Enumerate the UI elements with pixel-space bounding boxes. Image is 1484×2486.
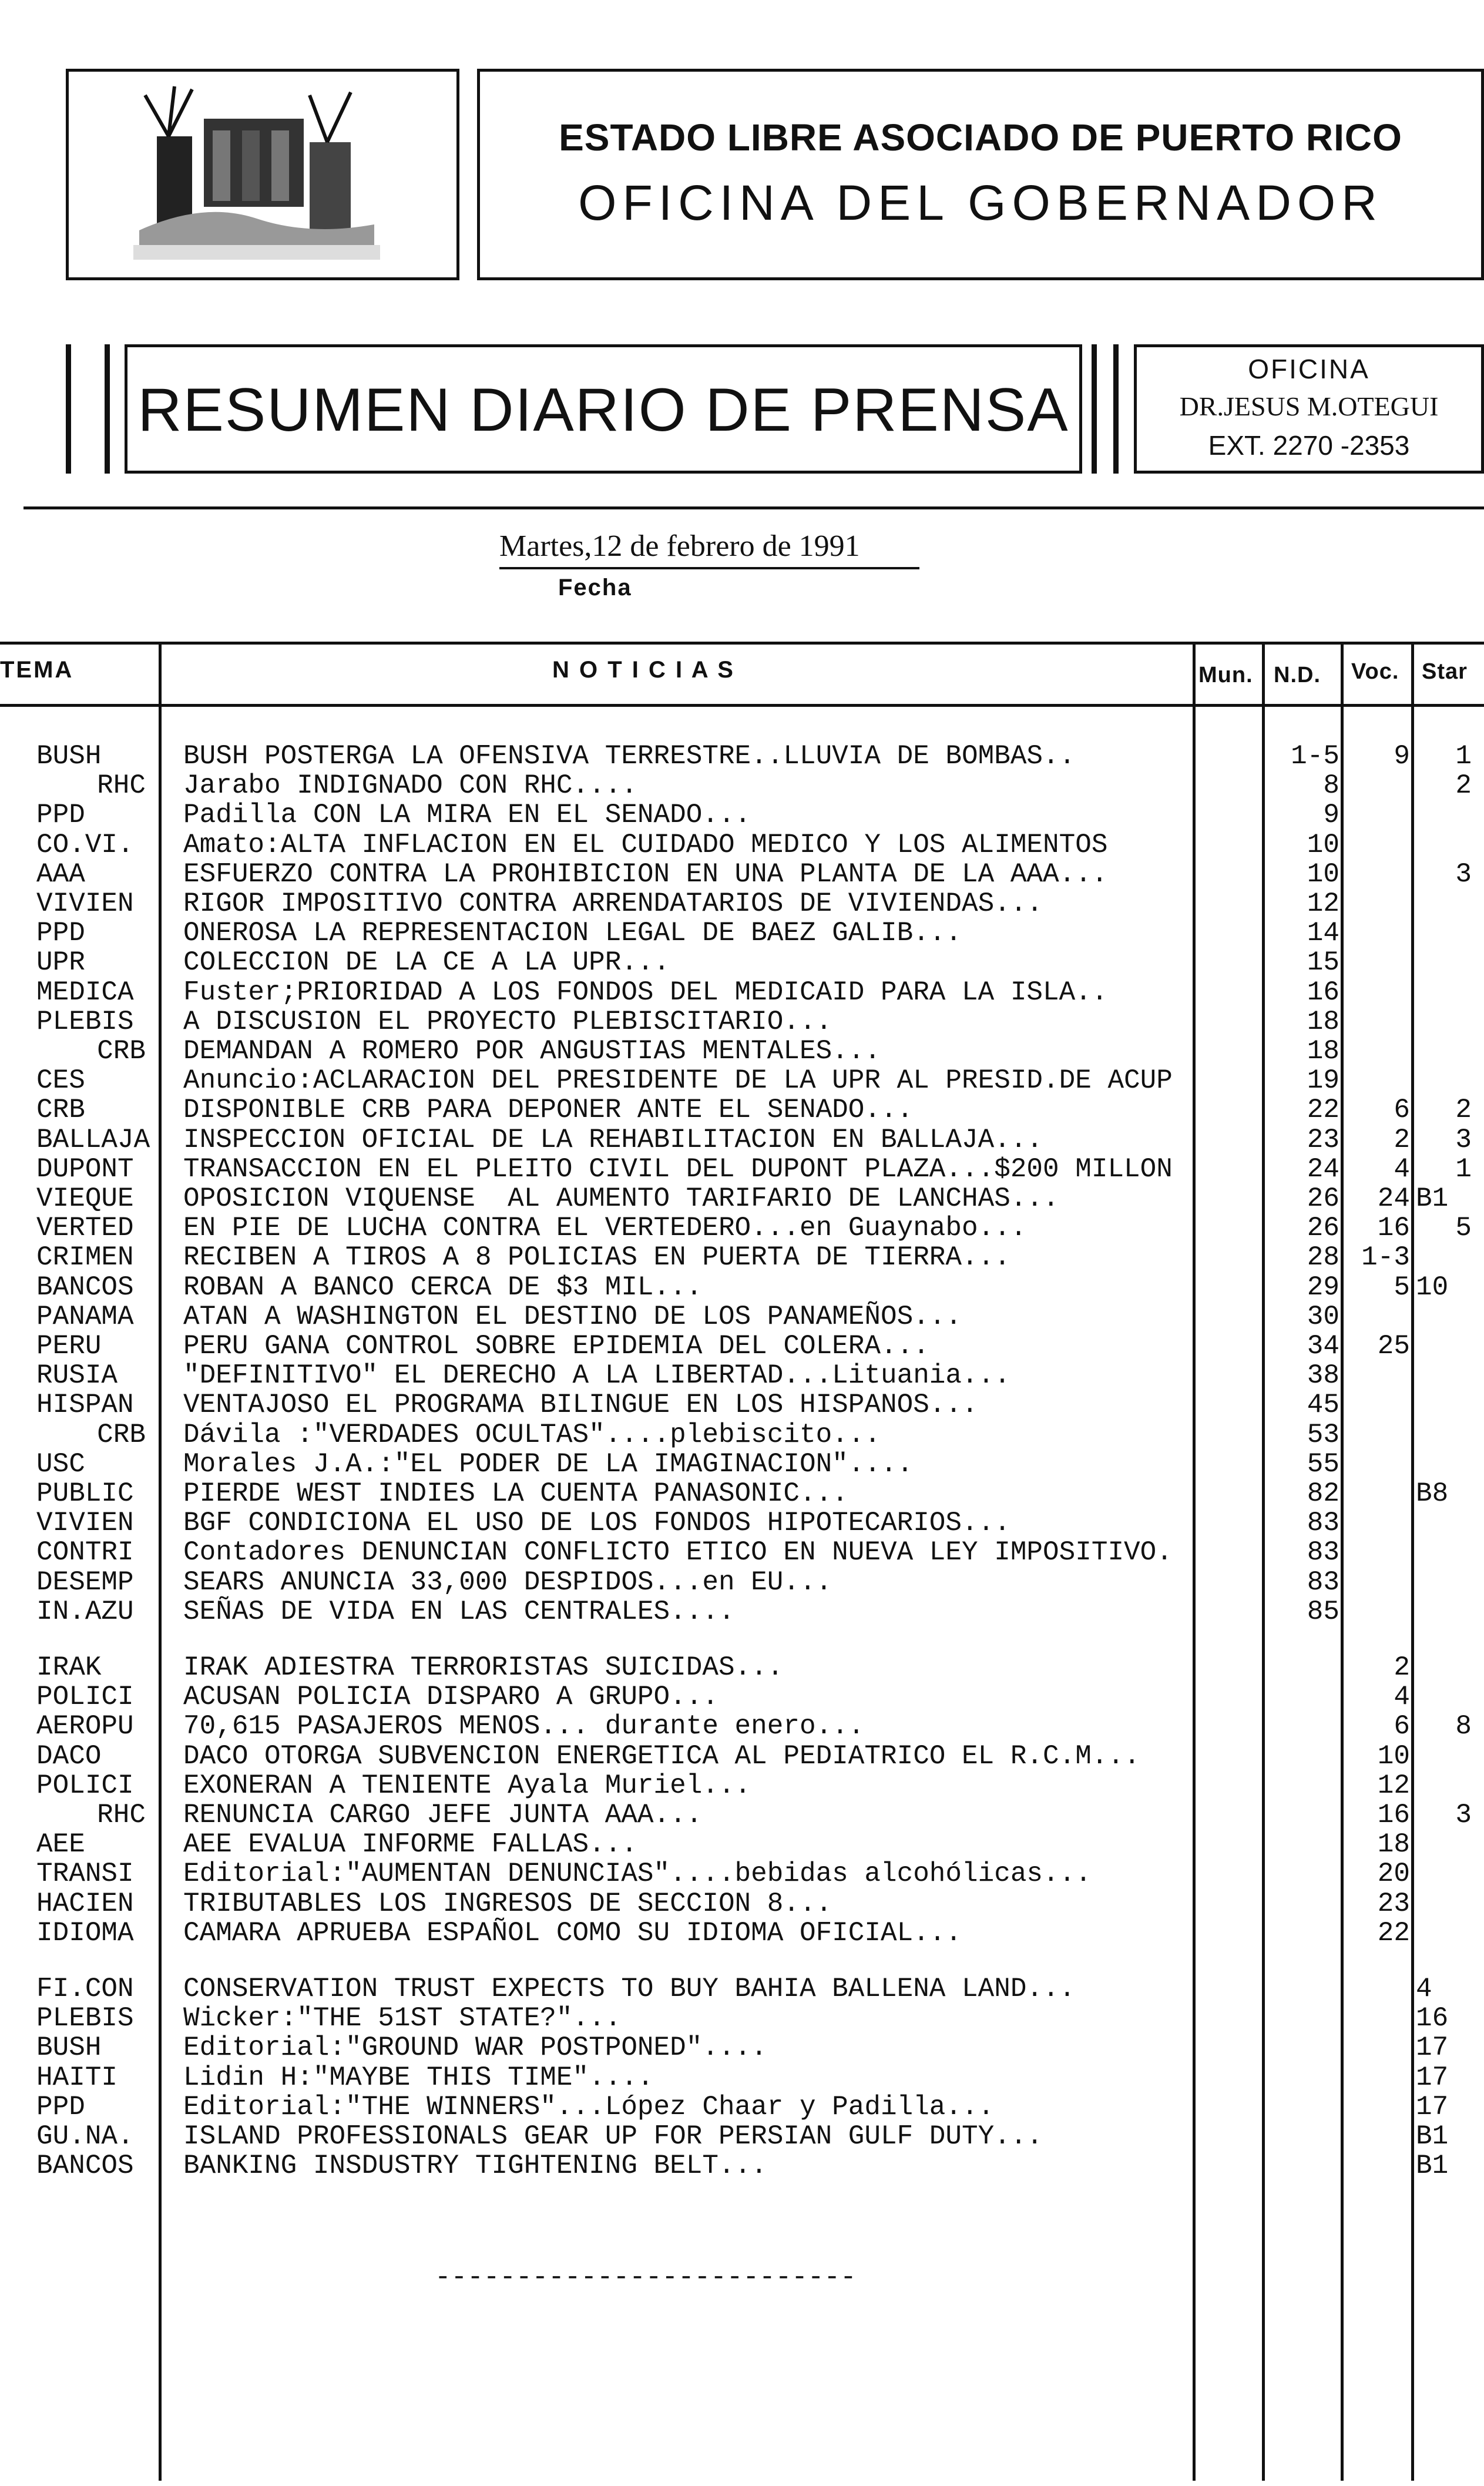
row-star: 2 (1455, 1095, 1472, 1126)
row-news: OPOSICION VIQUENSE AL AUMENTO TARIFARIO DE LANCHAS... (183, 1183, 1059, 1214)
row-news: RIGOR IMPOSITIVO CONTRA ARRENDATARIOS DE VIVIENDAS... (183, 888, 1043, 919)
row-voc: 23 (1377, 1888, 1410, 1919)
row-tema: CRB (97, 1036, 146, 1066)
row-star: 8 (1455, 1711, 1472, 1742)
row-star: 17 (1416, 2091, 1449, 2122)
row-news: Editorial:"AUMENTAN DENUNCIAS"....bebidas alcohólicas... (183, 1858, 1092, 1890)
row-voc: 10 (1377, 1740, 1410, 1772)
office-extension: EXT. 2270 -2353 (1208, 430, 1410, 461)
row-tema: CRB (36, 1095, 85, 1126)
row-tema: PLEBIS (36, 2003, 134, 2034)
row-tema: PPD (36, 2091, 85, 2122)
row-tema: AEROPU (36, 1711, 134, 1742)
row-tema: PANAMA (36, 1301, 134, 1332)
column-divider-noticias (1193, 642, 1196, 2481)
row-news: Jarabo INDIGNADO CON RHC.... (183, 770, 637, 801)
row-news: VENTAJOSO EL PROGRAMA BILINGUE EN LOS HISPANOS... (183, 1390, 978, 1421)
row-nd: 28 (1307, 1242, 1339, 1273)
row-news: RECIBEN A TIROS A 8 POLICIAS EN PUERTA DE TIERRA... (183, 1242, 1010, 1273)
agency-line2: OFICINA DEL GOBERNADOR (578, 175, 1383, 230)
row-news: Editorial:"THE WINNERS"...López Chaar y Padilla... (183, 2091, 995, 2122)
row-news: ROBAN A BANCO CERCA DE $3 MIL... (183, 1271, 703, 1303)
row-news: CAMARA APRUEBA ESPAÑOL COMO SU IDIOMA OFICIAL... (183, 1917, 962, 1948)
row-news: BGF CONDICIONA EL USO DE LOS FONDOS HIPOTECARIOS... (183, 1508, 1010, 1539)
row-star: 3 (1455, 1800, 1472, 1830)
row-tema: PUBLIC (36, 1478, 134, 1509)
column-header-tema: TEMA (0, 657, 74, 683)
row-tema: FI.CON (36, 1974, 134, 2004)
row-news: TRANSACCION EN EL PLEITO CIVIL DEL DUPONT PLAZA...$200 MILLON (183, 1153, 1173, 1185)
row-tema: GU.NA. (36, 2121, 134, 2152)
row-tema: RUSIA (36, 1360, 118, 1391)
office-label: OFICINA (1248, 354, 1370, 384)
row-star: 10 (1416, 1271, 1449, 1303)
row-news: BUSH POSTERGA LA OFENSIVA TERRESTRE..LLUVIA DE BOMBAS.. (183, 741, 1076, 771)
title-bar-left-1 (66, 344, 71, 474)
row-tema: CO.VI. (36, 829, 134, 860)
row-news: Dávila :"VERDADES OCULTAS"....plebiscito... (183, 1419, 881, 1450)
row-nd: 10 (1307, 858, 1339, 890)
office-box (1134, 344, 1484, 474)
fortaleza-building-image (133, 83, 380, 260)
row-news: Fuster;PRIORIDAD A LOS FONDOS DEL MEDICAID PARA LA ISLA.. (183, 977, 1108, 1008)
row-tema: PERU (36, 1331, 102, 1361)
row-nd: 26 (1307, 1183, 1339, 1214)
row-star: 1 (1455, 741, 1472, 771)
row-nd: 38 (1307, 1360, 1339, 1391)
row-news: CONSERVATION TRUST EXPECTS TO BUY BAHIA BALLENA LAND... (183, 1974, 1076, 2004)
row-news: ESFUERZO CONTRA LA PROHIBICION EN UNA PLANTA DE LA AAA... (183, 858, 1108, 890)
row-news: INSPECCION OFICIAL DE LA REHABILITACION EN BALLAJA... (183, 1124, 1043, 1155)
row-news: ISLAND PROFESSIONALS GEAR UP FOR PERSIAN GULF DUTY... (183, 2121, 1043, 2152)
row-voc: 6 (1394, 1711, 1410, 1742)
row-tema: POLICI (36, 1682, 134, 1713)
row-news: IRAK ADIESTRA TERRORISTAS SUICIDAS... (183, 1652, 784, 1683)
row-nd: 26 (1307, 1213, 1339, 1244)
row-nd: 12 (1307, 888, 1339, 919)
title-bar-right-2 (1113, 344, 1119, 474)
row-voc: 4 (1394, 1682, 1410, 1713)
row-nd: 85 (1307, 1596, 1339, 1627)
row-tema: CONTRI (36, 1537, 134, 1568)
row-news: DEMANDAN A ROMERO POR ANGUSTIAS MENTALES... (183, 1036, 881, 1066)
row-tema: DUPONT (36, 1153, 134, 1185)
row-star: B1 (1416, 1183, 1449, 1214)
row-tema: CES (36, 1065, 85, 1096)
date-underline (499, 567, 919, 569)
row-voc: 4 (1394, 1153, 1410, 1185)
row-nd: 34 (1307, 1331, 1339, 1361)
row-news: "DEFINITIVO" EL DERECHO A LA LIBERTAD...Lituania... (183, 1360, 1010, 1391)
agency-header (477, 69, 1484, 280)
row-voc: 9 (1394, 741, 1410, 771)
row-star: 3 (1455, 1124, 1472, 1155)
row-tema: BALLAJA (36, 1124, 150, 1155)
row-star: 4 (1416, 1974, 1432, 2004)
row-news: TRIBUTABLES LOS INGRESOS DE SECCION 8... (183, 1888, 832, 1919)
row-voc: 16 (1377, 1800, 1410, 1830)
row-tema: VIVIEN (36, 888, 134, 919)
title-bar-right-1 (1092, 344, 1097, 474)
row-nd: 19 (1307, 1065, 1339, 1096)
column-header-noticias: N O T I C I A S (552, 657, 735, 683)
row-news: Padilla CON LA MIRA EN EL SENADO... (183, 800, 751, 831)
row-voc: 2 (1394, 1124, 1410, 1155)
row-news: ONEROSA LA REPRESENTACION LEGAL DE BAEZ GALIB... (183, 918, 962, 949)
title-bar-left-2 (105, 344, 110, 474)
row-nd: 53 (1307, 1419, 1339, 1450)
column-header-mun: Mun. (1198, 663, 1253, 687)
row-tema: BUSH (36, 741, 102, 771)
row-news: EXONERAN A TENIENTE Ayala Muriel... (183, 1770, 751, 1801)
office-name: DR.JESUS M.OTEGUI (1179, 391, 1439, 421)
title-box (125, 344, 1082, 474)
row-news: Editorial:"GROUND WAR POSTPONED".... (183, 2032, 767, 2064)
row-tema: PPD (36, 918, 85, 949)
row-nd: 83 (1307, 1537, 1339, 1568)
row-news: Wicker:"THE 51ST STATE?"... (183, 2003, 622, 2034)
row-news: Contadores DENUNCIAN CONFLICTO ETICO EN NUEVA LEY IMPOSITIVO. (183, 1537, 1173, 1568)
row-tema: BANCOS (36, 2150, 134, 2182)
row-nd: 10 (1307, 829, 1339, 860)
row-tema: RHC (97, 770, 146, 801)
row-nd: 24 (1307, 1153, 1339, 1185)
row-tema: IDIOMA (36, 1917, 134, 1948)
row-tema: POLICI (36, 1770, 134, 1801)
row-tema: RHC (97, 1800, 146, 1830)
column-header-star: Star (1422, 659, 1468, 684)
row-star: 16 (1416, 2003, 1449, 2034)
row-tema: USC (36, 1448, 85, 1479)
column-header-voc: Voc. (1351, 659, 1399, 684)
seal-image-frame (66, 69, 459, 280)
row-news: SEARS ANUNCIA 33,000 DESPIDOS...en EU... (183, 1566, 832, 1598)
column-header-nd: N.D. (1274, 663, 1321, 687)
row-voc: 6 (1394, 1095, 1410, 1126)
row-tema: TRANSI (36, 1858, 134, 1890)
date-value: Martes,12 de febrero de 1991 (499, 529, 860, 563)
row-star: 2 (1455, 770, 1472, 801)
row-nd: 18 (1307, 1036, 1339, 1066)
row-nd: 45 (1307, 1390, 1339, 1421)
row-star: 1 (1455, 1153, 1472, 1185)
row-nd: 23 (1307, 1124, 1339, 1155)
row-nd: 16 (1307, 977, 1339, 1008)
row-nd: 14 (1307, 918, 1339, 949)
row-tema: AEE (36, 1829, 85, 1860)
row-nd: 22 (1307, 1095, 1339, 1126)
row-tema: VIVIEN (36, 1508, 134, 1539)
row-star: B8 (1416, 1478, 1449, 1509)
row-star: 17 (1416, 2032, 1449, 2064)
row-tema: PLEBIS (36, 1006, 134, 1037)
row-news: ATAN A WASHINGTON EL DESTINO DE LOS PANAMEÑOS... (183, 1301, 962, 1332)
row-news: 70,615 PASAJEROS MENOS... durante enero... (183, 1711, 865, 1742)
row-news: ACUSAN POLICIA DISPARO A GRUPO... (183, 1682, 719, 1713)
row-news: COLECCION DE LA CE A LA UPR... (183, 947, 670, 978)
row-news: SEÑAS DE VIDA EN LAS CENTRALES.... (183, 1596, 735, 1627)
row-news: PERU GANA CONTROL SOBRE EPIDEMIA DEL COLERA... (183, 1331, 929, 1361)
row-nd: 55 (1307, 1448, 1339, 1479)
agency-line1: ESTADO LIBRE ASOCIADO DE PUERTO RICO (559, 116, 1402, 159)
row-news: Lidin H:"MAYBE THIS TIME".... (183, 2062, 654, 2093)
row-news: DACO OTORGA SUBVENCION ENERGETICA AL PEDIATRICO EL R.C.M... (183, 1740, 1140, 1772)
row-news: Amato:ALTA INFLACION EN EL CUIDADO MEDICO Y LOS ALIMENTOS (183, 829, 1108, 860)
date-label: Fecha (558, 575, 632, 600)
column-divider-nd (1341, 642, 1344, 2481)
row-nd: 1-5 (1291, 741, 1339, 771)
footer-rule: -------------------------- (435, 2262, 857, 2293)
row-news: PIERDE WEST INDIES LA CUENTA PANASONIC... (183, 1478, 848, 1509)
row-nd: 29 (1307, 1271, 1339, 1303)
row-nd: 83 (1307, 1508, 1339, 1539)
row-tema: BUSH (36, 2032, 102, 2064)
page-title: RESUMEN DIARIO DE PRENSA (137, 376, 1069, 444)
row-nd: 15 (1307, 947, 1339, 978)
row-news: EN PIE DE LUCHA CONTRA EL VERTEDERO...en Guaynabo... (183, 1213, 1027, 1244)
row-tema: DESEMP (36, 1566, 134, 1598)
row-tema: VERTED (36, 1213, 134, 1244)
row-voc: 5 (1394, 1271, 1410, 1303)
row-nd: 8 (1323, 770, 1339, 801)
row-voc: 22 (1377, 1917, 1410, 1948)
row-voc: 24 (1377, 1183, 1410, 1214)
row-tema: HISPAN (36, 1390, 134, 1421)
row-tema: MEDICA (36, 977, 134, 1008)
row-tema: IRAK (36, 1652, 102, 1683)
column-divider-tema (159, 642, 162, 2481)
row-tema: VIEQUE (36, 1183, 134, 1214)
row-tema: IN.AZU (36, 1596, 134, 1627)
row-voc: 12 (1377, 1770, 1410, 1801)
row-star: B1 (1416, 2150, 1449, 2182)
row-news: Morales J.A.:"EL PODER DE LA IMAGINACION".... (183, 1448, 914, 1479)
row-news: RENUNCIA CARGO JEFE JUNTA AAA... (183, 1800, 703, 1830)
row-voc: 16 (1377, 1213, 1410, 1244)
row-news: AEE EVALUA INFORME FALLAS... (183, 1829, 637, 1860)
row-news: BANKING INSDUSTRY TIGHTENING BELT... (183, 2150, 767, 2182)
row-nd: 9 (1323, 800, 1339, 831)
row-star: 5 (1455, 1213, 1472, 1244)
row-news: A DISCUSION EL PROYECTO PLEBISCITARIO... (183, 1006, 832, 1037)
row-star: B1 (1416, 2121, 1449, 2152)
row-nd: 83 (1307, 1566, 1339, 1598)
row-star: 17 (1416, 2062, 1449, 2093)
row-tema: CRB (97, 1419, 146, 1450)
row-tema: HAITI (36, 2062, 118, 2093)
header-divider (23, 506, 1484, 509)
row-tema: DACO (36, 1740, 102, 1772)
row-news: Anuncio:ACLARACION DEL PRESIDENTE DE LA UPR AL PRESID.DE ACUP (183, 1065, 1173, 1096)
row-tema: HACIEN (36, 1888, 134, 1919)
row-nd: 18 (1307, 1006, 1339, 1037)
row-voc: 20 (1377, 1858, 1410, 1890)
row-tema: AAA (36, 858, 85, 890)
row-star: 3 (1455, 858, 1472, 890)
row-voc: 18 (1377, 1829, 1410, 1860)
row-tema: UPR (36, 947, 85, 978)
row-tema: BANCOS (36, 1271, 134, 1303)
row-nd: 30 (1307, 1301, 1339, 1332)
row-voc: 1-3 (1361, 1242, 1410, 1273)
row-tema: PPD (36, 800, 85, 831)
row-nd: 82 (1307, 1478, 1339, 1509)
row-tema: CRIMEN (36, 1242, 134, 1273)
column-divider-voc (1411, 642, 1414, 2481)
row-voc: 2 (1394, 1652, 1410, 1683)
row-news: DISPONIBLE CRB PARA DEPONER ANTE EL SENADO... (183, 1095, 914, 1126)
row-voc: 25 (1377, 1331, 1410, 1361)
